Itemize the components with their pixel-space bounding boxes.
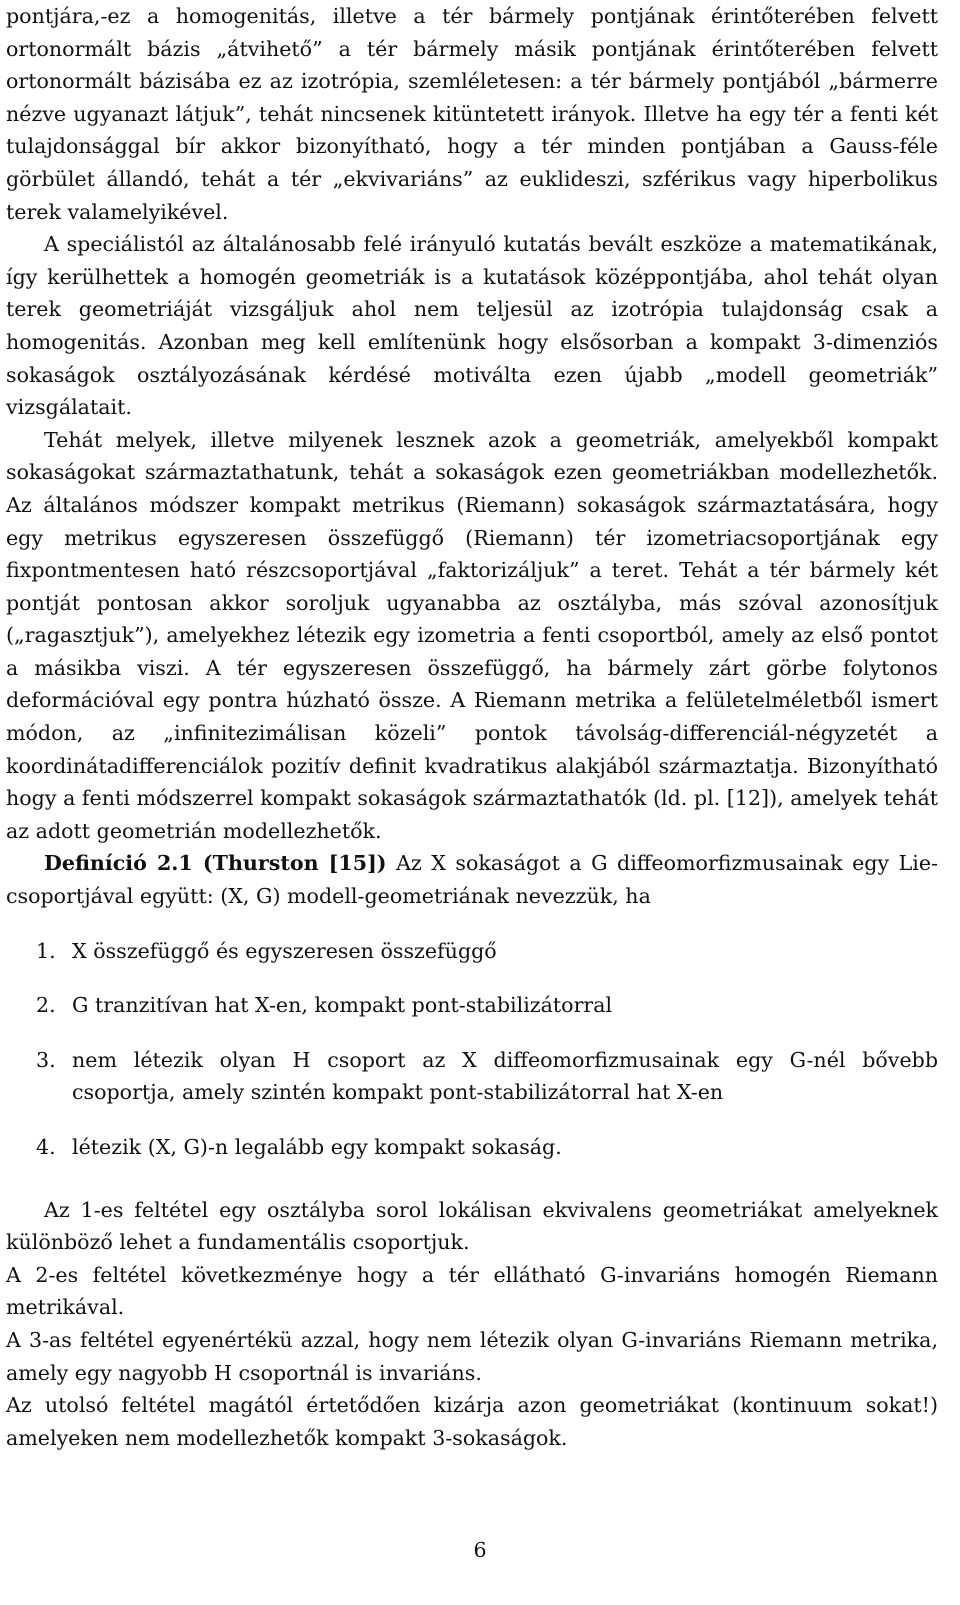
list-item <box>6 1131 938 1164</box>
list-item-number: 2. <box>36 993 56 1018</box>
paragraph-homogeneity: pontjára,-ez a homogenitás, illetve a tér bármely pontjának érintőterében felvett ortonormált bázis „átvihető” a tér bármely másik pontjának érintőterében felvett ortonormált bázisába ez az izotrópia, szemléletesen: a tér bármely pontjából „bármerre nézve ugyanazt látjuk”, tehát nincsenek kitüntetett irányok. Illetve ha egy tér a fenti két tulajdonsággal bír akkor bizonyítható, hogy a tér minden pontjában a Gauss-féle görbület állandó, tehát a tér „ekvivariáns” az euklideszi, szférikus vagy hiperbolikus terek valamelyikével. <box>6 4 938 224</box>
remark-condition-2: A 2-es feltétel következménye hogy a tér ellátható G-invariáns homogén Riemann metrikával. <box>6 1262 938 1320</box>
remark-condition-3: A 3-as feltétel egyenértékü azzal, hogy nem létezik olyan G-invariáns Riemann metrika, amely egy nagyobb H csoportnál is invariáns. <box>6 1327 938 1385</box>
remarks <box>6 1194 938 1455</box>
list-item-number: 4. <box>36 1135 56 1159</box>
list-item <box>6 1044 938 1109</box>
list-item-number: 1. <box>36 938 56 963</box>
list-item <box>6 935 938 968</box>
definition <box>6 847 938 912</box>
list-item-text: létezik (X, G)-n legalább egy kompakt sokaság. <box>72 1135 562 1159</box>
remark-condition-1: Az 1-es feltétel egy osztályba sorol lokálisan ekvivalens geometriákat amelyeknek különböző lehet a fundamentális csoportjuk. <box>6 1197 938 1255</box>
definition-label: Definíció 2.1 (Thurston [15]) <box>44 851 387 876</box>
paragraph-homogeneous-geometries: A speciálistól az általánosabb felé irányuló kutatás bevált eszköze a matematikának, így kerülhettek a homogén geometriák is a kutatások középpontjába, ahol tehát olyan terek geometriáját vizsgáljuk ahol nem teljesül az izotrópia tulajdonság csak a homogenitás. Azonban meg kell említenünk hogy elsősorban a kompakt 3-dimenziós sokaságok osztályozásának kérdésé motiválta ezen újabb „modell geometriák” vizsgálatait. <box>6 232 938 420</box>
paragraph-compact-manifolds: Tehát melyek, illetve milyenek lesznek azok a geometriák, amelyekből kompakt sokaságokat származtathatunk, tehát a sokaságok ezen geometriákban modellezhetők. Az általános módszer kompakt metrikus (Riemann) sokaságok származtatására, hogy egy metrikus egyszeresen összefüggő (Riemann) tér izometriacsoportjának egy fixpontmentesen ható részcsoportjával „faktorizáljuk” a teret. Tehát a tér bármely két pontját pontosan akkor soroljuk ugyanabba az osztályba, más szóval azonosítjuk („ragasztjuk”), amelyekhez létezik egy izometria a fenti csoportból, amely az első pontot a másikba viszi. A tér egyszeresen összefüggő, ha bármely zárt görbe folytonos deformációval egy pontra húzható össze. A Riemann metrika a felületelméletből ismert módon, az „infinitezimálisan közeli” pontok távolság-differenciál-négyzetét a koordinátadifferenciálok pozitív definit kvadratikus alakjából származtatja. Bizonyítható hogy a fenti módszerrel kompakt sokaságok származtathatók (ld. pl. [12]), amelyek tehát az adott geometrián modellezhetők. <box>6 427 938 843</box>
definition-text: Az X sokaságot a G diffeomorfizmusainak egy Lie-csoportjával együtt: (X, G) modell-geometriának nevezzük, ha <box>6 851 939 909</box>
conditions-list <box>6 935 938 1164</box>
remark-condition-4: Az utolsó feltétel magától értetődően kizárja azon geometriákat (kontinuum sokat!) amelyeken nem modellezhetők kompakt 3-sokaságok. <box>6 1393 938 1450</box>
list-item-text: G tranzitívan hat X-en, kompakt pont-stabilizátorral <box>72 993 613 1018</box>
list-item-text: X összefüggő és egyszeresen összefüggő <box>72 938 497 963</box>
list-item <box>6 989 938 1022</box>
page-content <box>6 0 938 1454</box>
list-item-text: nem létezik olyan H csoport az X diffeomorfizmusainak egy G-nél bővebb csoportja, amely szintén kompakt pont-stabilizátorral hat X-en <box>72 1047 938 1105</box>
page-number: 6 <box>473 1538 487 1562</box>
list-item-number: 3. <box>36 1047 56 1072</box>
